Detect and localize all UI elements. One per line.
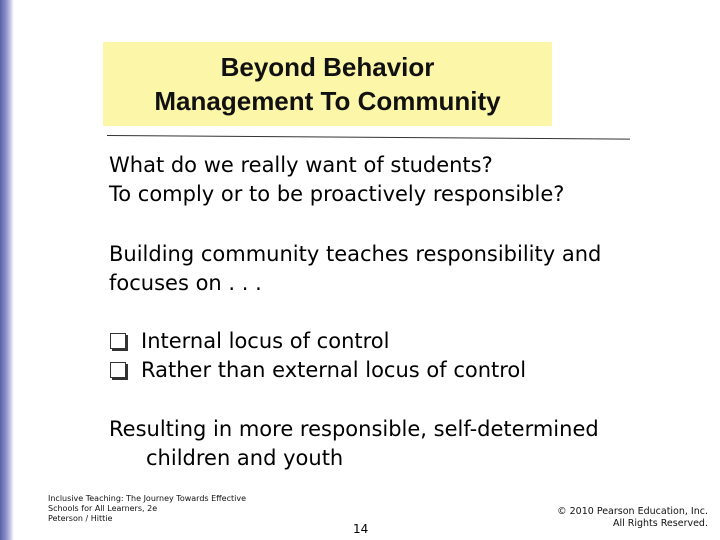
title-line-2: Management To Community: [154, 86, 501, 116]
citation-line-1: Inclusive Teaching: The Journey Towards Effective: [48, 494, 247, 503]
list-item: [109, 327, 526, 356]
question-paragraph: [109, 151, 564, 209]
footer-citation: [48, 494, 246, 524]
page-number: 14: [353, 522, 369, 536]
checkbox-bullet-icon: [110, 362, 126, 378]
left-gradient-bar: [0, 0, 14, 540]
citation-line-2: Schools for All Learners, 2e: [48, 504, 158, 513]
result-line-1: Resulting in more responsible, self-determined: [109, 417, 599, 441]
copyright-line-2: All Rights Reserved.: [612, 518, 708, 529]
question-line-1: What do we really want of students?: [109, 153, 493, 177]
bullet-text: Rather than external locus of control: [141, 358, 527, 382]
result-line-2: children and youth: [146, 446, 344, 470]
bullet-list: [109, 327, 526, 385]
copyright-line-1: © 2010 Pearson Education, Inc.: [557, 506, 708, 517]
community-line-2: focuses on . . .: [109, 271, 262, 295]
citation-line-3: Peterson / Hittie: [48, 514, 113, 523]
title-line-1: Beyond Behavior: [220, 52, 435, 82]
community-line-1: Building community teaches responsibility and: [109, 242, 602, 266]
community-paragraph: [109, 240, 601, 298]
bullet-text: Internal locus of control: [141, 329, 390, 353]
list-item: [109, 356, 526, 385]
title-divider: [107, 135, 630, 140]
result-paragraph: [109, 415, 599, 473]
footer-copyright: [557, 506, 708, 530]
slide-title: [103, 42, 552, 126]
checkbox-bullet-icon: [110, 333, 126, 349]
question-line-2: To comply or to be proactively responsible?: [109, 182, 565, 206]
